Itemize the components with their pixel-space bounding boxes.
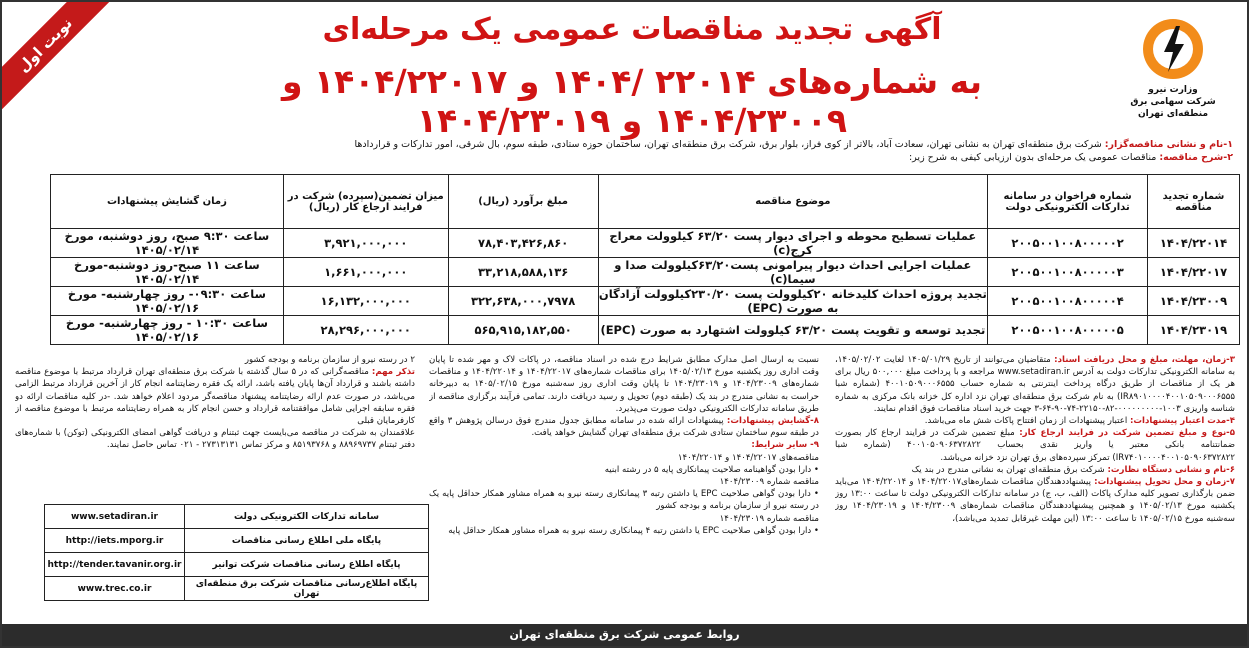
header-opening-time: زمان گشایش پیشنهادات	[51, 175, 284, 229]
cell-estimate: ۳۲۲,۶۳۸,۰۰۰,۷۹۷۸	[448, 287, 598, 316]
corner-ribbon	[2, 2, 112, 112]
cell-subject: تجدید توسعه و تقویت پست ۶۳/۲۰ کیلوولت اشتهارد به صورت (EPC)	[598, 316, 988, 345]
cell-call-number: ۲۰۰۵۰۰۱۰۰۸۰۰۰۰۰۲	[988, 229, 1148, 258]
link-row	[45, 505, 429, 529]
tenders-table	[50, 174, 1240, 345]
intro-section	[13, 138, 1233, 164]
header-tender-number: شماره تجدید مناقصه	[1148, 175, 1240, 229]
link-name: پایگاه اطلاع‌رسانی مناقصات شرکت برق منطقه‌ای تهران	[185, 577, 429, 601]
condition-item: • دارا بودن گواهی صلاحیت EPC یا داشتن رتبه ۴ پیمانکاری رسته نیرو به همراه مشاور همکار حداقل پایه	[448, 525, 819, 536]
link-name: پایگاه ملی اطلاع رسانی مناقصات	[185, 529, 429, 553]
link-url[interactable]: http://tender.tavanir.org.ir	[45, 553, 185, 577]
table-row	[51, 287, 1240, 316]
intro-line-1: ۱-نام و نشانی مناقصه‌گزار: شرکت برق منطقه‌ای تهران به نشانی تهران، سعادت آباد، بالاتر از کوی فراز، بلوار برق، شرکت برق منطقه‌ای تهران، ساختمان حوزه ستادی، طبقه سوم، بال شرقی، امور تدارکات و قراردادها	[354, 139, 1233, 150]
footer-public-relations: روابط عمومی شرکت برق منطقه‌ای تهران	[2, 624, 1247, 646]
link-url[interactable]: www.setadiran.ir	[45, 505, 185, 529]
cell-guarantee: ۳,۹۲۱,۰۰۰,۰۰۰	[283, 229, 448, 258]
table-row	[51, 229, 1240, 258]
link-row	[45, 529, 429, 553]
cell-tender-number: ۱۴۰۴/۲۳۰۰۹	[1148, 287, 1240, 316]
header-guarantee: میزان تضمین(سپرده) شرکت در فرایند ارجاع کار (ریال)	[283, 175, 448, 229]
table-row	[51, 258, 1240, 287]
table-header-row	[51, 175, 1240, 229]
conditions-column-left: ۲ در رسته نیرو از سازمان برنامه و بودجه کشور تذکر مهم: مناقصه‌گرانی که در ۵ سال گذشته با شرکت برق منطقه‌ای تهران قرارداد مرتبط با موضوع مناقصه داشته باشند و قرارداد آن‌ها پایان یافته باشد، ارائه یک فقره رضایتنامه انجام کار از آخرین قرارداد مرتبط الزامی می‌باشد، در صورت عدم ارائه رضایتنامه پیشنهاد مناقصه‌گر مردود اعلام خواهد شد. -در کلیه مناقصات ارائه دو فقره سابقه اجرایی شامل موافقتنامه قرارداد و حسن انجام کار به همراه رضایتنامه مرتبط با موضوع مناقصه از کارفرمایان قبلی علاقمندان به شرکت در مناقصه می‌بایست جهت ثبتنام و دریافت گواهی امضای الکترونیکی (توکن) با شماره‌های دفتر ثبتنام ۸۸۹۶۹۷۳۷ و ۸۵۱۹۳۷۶۸ و مرکز تماس ۲۷۳۱۳۱۳۱ - ۰۲۱ تماس حاصل نمایند.	[15, 355, 415, 451]
notice-numbers: به شماره‌های ۲۲۰۱۴ /۱۴۰۴ و ۱۴۰۴/۲۲۰۱۷ و ۱۴۰۴/۲۳۰۰۹ و ۱۴۰۴/۲۳۰۱۹	[281, 62, 983, 140]
link-name: پایگاه اطلاع رسانی مناقصات شرکت توانیر	[185, 553, 429, 577]
cell-subject: عملیات اجرایی احداث دیوار پیرامونی پست۶۳/۲۰کیلوولت صدا و سیما(c)	[598, 258, 988, 287]
table-row	[51, 316, 1240, 345]
condition-item: مناقصه‌های ۱۴۰۴/۲۲۰۱۷ و ۱۴۰۴/۲۲۰۱۴	[677, 452, 819, 463]
intro-line-2: ۲-شرح مناقصه: مناقصات عمومی یک مرحله‌ای بدون ارزیابی کیفی به شرح زیر:	[908, 152, 1233, 163]
header-call-number: شماره فراخوان در سامانه تدارکات الکترونیکی دولت	[988, 175, 1148, 229]
cell-tender-number: ۱۴۰۴/۲۲۰۱۷	[1148, 258, 1240, 287]
company-logo	[1113, 14, 1233, 124]
cell-tender-number: ۱۴۰۴/۲۲۰۱۴	[1148, 229, 1240, 258]
cell-opening-time: ساعت ۰۹:۳۰- روز چهارشنبه- مورخ ۱۴۰۵/۰۲/۱۶	[51, 287, 284, 316]
cell-guarantee: ۲۸,۲۹۶,۰۰۰,۰۰۰	[283, 316, 448, 345]
header-subject: موضوع مناقصه	[598, 175, 988, 229]
cell-opening-time: ساعت ۹:۳۰ صبح، روز دوشنبه، مورخ ۱۴۰۵/۰۲/۱۴	[51, 229, 284, 258]
cell-tender-number: ۱۴۰۴/۲۳۰۱۹	[1148, 316, 1240, 345]
link-name: سامانه تدارکات الکترونیکی دولت	[185, 505, 429, 529]
cell-call-number: ۲۰۰۵۰۰۱۰۰۸۰۰۰۰۰۵	[988, 316, 1148, 345]
conditions-column-right: ۳-زمان، مهلت، مبلغ و محل دریافت اسناد: متقاضیان می‌توانند از تاریخ ۱۴۰۵/۰۱/۲۹ لغایت ۱۴۰۵/۰۲/۰۲، به سامانه الکترونیکی تدارکات دولت به آدرس www.setadiran.ir مراجعه و با پرداخت مبلغ ۵۰۰,۰۰۰ ریال برای هر یک از مناقصات از طریق درگاه پرداخت اینترنتی به شماره حساب ۴۰۰۱۰۵۰۹۰۰۰۶۵۵۵ (شماره شبا IR۸۹۰۱۰۰۰۰۴۰۰۱۰۵۰۹۰۰۰۶۵۵۵) به نام شرکت برق منطقه‌ای تهران نزد اداره کل خزانه بانک مرکزی به شماره شناسه واریزی ۱۰۰۳-۰۰۰۰۰۰۰۰۰-۸۲-۲۲۱۵۰-۷۴-۹۰-۶۴-۳ جهت خرید اسناد مناقصات فوق اقدام نمایند. ۴-مدت اعتبار پیشنهادات: اعتبار پیشنهادات از زمان افتتاح پاکات شش ماه می‌باشد. ۵-نوع و مبلغ تضمین شرکت در فرایند ارجاع کار: مبلغ تضمین شرکت در فرایند ارجاع کار بصورت ضمانتنامه بانکی معتبر یا واریز نقدی بحساب ۴۰۰۱۰۵۰۹۰۶۳۷۲۸۲۲ (شماره شبا IR۷۴۰۱۰۰۰۰۴۰۰۱۰۵۰۹۰۶۳۷۲۸۲۲) تمرکز سپرده‌های برق تهران نزد خزانه می‌باشد. ۶-نام و نشانی دستگاه نظارت: شرکت برق منطقه‌ای تهران به نشانی مندرج در بند یک ۷-زمان و محل تحویل پیشنهادات: پیشنهاددهندگان مناقصات شماره‌های۱۴۰۴/۲۲۰۱۷ و ۱۴۰۴/۲۲۰۱۴ می‌باید ضمن بارگذاری تصویر کلیه مدارک پاکات (الف، ب، ج) در سامانه تدارکات الکترونیکی دولت تا ساعت ۱۳:۰۰ روز یکشنبه مورخ ۱۴۰۵/۰۲/۱۳ و همچنین پیشنهاددهندگان مناقصات شماره‌های ۱۴۰۴/۲۳۰۰۹ و ۱۴۰۴/۲۳۰۱۹ روز سه‌شنبه مورخ ۱۴۰۵/۰۲/۱۵ تا ساعت ۱۳:۰۰ (این مهلت غیرقابل تمدید می‌باشد)،	[835, 355, 1235, 524]
ribbon-label: نوبت اول	[2, 2, 112, 112]
notice-title: آگهی تجدید مناقصات عمومی یک مرحله‌ای	[322, 12, 942, 47]
link-url[interactable]: www.trec.co.ir	[45, 577, 185, 601]
cell-estimate: ۵۶۵,۹۱۵,۱۸۲,۵۵۰	[448, 316, 598, 345]
cell-estimate: ۳۳,۲۱۸,۵۸۸,۱۳۶	[448, 258, 598, 287]
link-row	[45, 553, 429, 577]
link-row	[45, 577, 429, 601]
logo-company: شرکت سهامی برق منطقه‌ای تهران	[1130, 97, 1216, 119]
link-url[interactable]: http://iets.mporg.ir	[45, 529, 185, 553]
conditions-column-middle: نسبت به ارسال اصل مدارک مطابق شرایط درج شده در اسناد مناقصه، در پاکات لاک و مهر شده تا پایان وقت اداری روز یکشنبه مورخ ۱۴۰۵/۰۲/۱۳ برای مناقصات شماره‌های ۱۴۰۴/۲۲۰۱۷ و ۱۴۰۴/۲۲۰۱۴ و مناقصات شماره‌های ۱۴۰۴/۲۳۰۰۹ و ۱۴۰۴/۲۳۰۱۹ تا پایان وقت اداری روز سه‌شنبه مورخ ۱۴۰۵/۰۲/۱۵ به دبیرخانه حراست به نشانی مندرج در بند یک (طبقه دوم) تحویل و رسید دریافت دارند. تمامی فرآیند برگزاری مناقصه از طریق سامانه تدارکات الکترونیکی دولت صورت می‌پذیرد. ۸-گشایش پیشنهادات: پیشنهادات ارائه شده در سامانه مطابق جدول مندرج فوق درسالن پژوهش ۳ واقع در طبقه سوم ساختمان ستادی شرکت برق منطقه‌ای تهران گشایش خواهد یافت. ۹- سایر شرایط: مناقصه‌های ۱۴۰۴/۲۲۰۱۷ و ۱۴۰۴/۲۲۰۱۴ • دارا بودن گواهینامه صلاحیت پیمانکاری پایه ۵ در رشته ابنیه مناقصه شماره ۱۴۰۴/۲۳۰۰۹ • دارا بودن گواهی صلاحیت EPC یا داشتن رتبه ۳ پیمانکاری رسته نیرو به همراه مشاور همکار حداقل پایه یک در رسته نیرو از سازمان برنامه و بودجه کشور مناقصه شماره ۱۴۰۴/۲۳۰۱۹ • دارا بودن گواهی صلاحیت EPC یا داشتن رتبه ۴ پیمانکاری رسته نیرو به همراه مشاور همکار حداقل پایه	[429, 355, 819, 536]
cell-opening-time: ساعت ۱۰:۳۰ - روز چهارشنبه- مورخ ۱۴۰۵/۰۲/۱۶	[51, 316, 284, 345]
logo-ministry: وزارت نیرو	[1148, 85, 1198, 95]
header-estimate: مبلغ برآورد (ریال)	[448, 175, 598, 229]
cell-subject: تجدید پروژه احداث کلیدخانه ۲۰کیلوولت پست ۲۳۰/۲۰کیلوولت آزادگان به صورت (EPC)	[598, 287, 987, 315]
condition-item: مناقصه شماره ۱۴۰۴/۲۳۰۰۹	[719, 477, 819, 488]
cell-guarantee: ۱۶,۱۳۲,۰۰۰,۰۰۰	[283, 287, 448, 316]
condition-item: مناقصه شماره ۱۴۰۴/۲۳۰۱۹	[719, 513, 819, 524]
links-table	[44, 504, 429, 601]
cell-guarantee: ۱,۶۶۱,۰۰۰,۰۰۰	[283, 258, 448, 287]
cell-estimate: ۷۸,۴۰۳,۴۲۶,۸۶۰	[448, 229, 598, 258]
cell-call-number: ۲۰۰۵۰۰۱۰۰۸۰۰۰۰۰۴	[988, 287, 1148, 316]
cell-call-number: ۲۰۰۵۰۰۱۰۰۸۰۰۰۰۰۳	[988, 258, 1148, 287]
power-logo-icon	[1138, 14, 1208, 84]
cell-subject: عملیات تسطیح محوطه و اجرای دیوار پست ۶۳/۲۰ کیلوولت معراج کرج(c)	[598, 229, 988, 258]
condition-item: • دارا بودن گواهینامه صلاحیت پیمانکاری پایه ۵ در رشته ابنیه	[604, 464, 819, 475]
cell-opening-time: ساعت ۱۱ صبح-روز دوشنبه-مورخ ۱۴۰۵/۰۲/۱۴	[51, 258, 284, 287]
condition-item: • دارا بودن گواهی صلاحیت EPC یا داشتن رتبه ۳ پیمانکاری رسته نیرو به همراه مشاور همکار حداقل پایه یک در رسته نیرو از سازمان برنامه و بودجه کشور	[429, 489, 819, 512]
